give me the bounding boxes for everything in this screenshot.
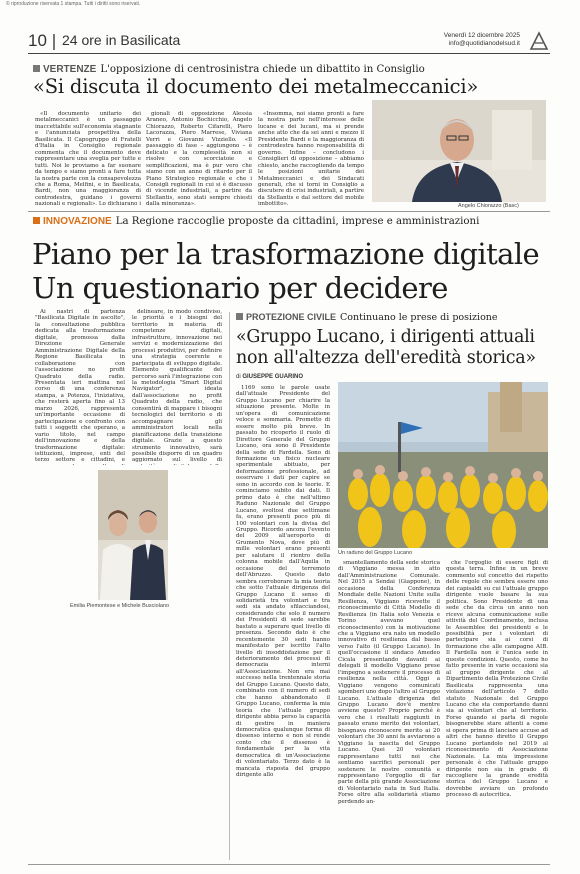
article3-headline <box>236 327 536 369</box>
contact-email: info@quotidianodelsud.it <box>448 40 520 47</box>
article3-byline <box>236 374 303 380</box>
byline-author: GIUSEPPE GUARINO <box>242 374 304 380</box>
article3-tag: PROTEZIONE CIVILE <box>246 312 337 322</box>
article2-col1-mid <box>35 468 95 618</box>
article1-tag: VERTENZE <box>43 64 97 75</box>
article2-headline <box>32 237 539 305</box>
article2-headline-line2: Un questionario per decidere <box>32 271 448 305</box>
article2-headline-line1: Piano per la trasformazione digitale <box>32 237 540 271</box>
section-square-icon <box>236 313 243 320</box>
article2-photo <box>98 470 168 600</box>
copyright-line: © riproduzione riservata 1 stampa. Tutti i diritti sono riservati. <box>6 1 141 7</box>
article1-kicker: L'opposizione di centrosinistra chiede un dibattito in Consiglio <box>100 64 425 75</box>
section-square-icon <box>33 65 40 72</box>
section-square-icon <box>33 217 40 224</box>
article3-col1: 1169 sono le parole usate dall'attuale Presidente del Gruppo Lucano per chiarire la situazione presente. Molte in un'opera di comunicazione veloce e sommaria. Prometto di essere molto più breve. In passato ho ricoperto il ruolo di Direttore Generale del Gruppo Lucano, ora sono il Presidente della sede di Fardella. Sono di formazione un fisico nucleare sperimentale abituato, per deformazione professionale, ad osservare i dati per capire se sono in accordo con le teorie. E cominciamo subito dai dati. Il primo dato è che nell'ultimo Raduno Nazionale del Gruppo Lucano, svoltosi due settimane fa, erano presenti poco più di 100 volontari con la divisa del Gruppo. Ricordo ancora l'evento del 2009 all'aeroporto di Grumento Nova, dove più di mille volontari erano presenti per salutare il rientro della colonna mobile dall'Aquila in occasione del terremoto dell'Abruzzo. Questo dato sembra corroborare la mia teoria che sotto l'attuale dirigenza del Gruppo Lucano il senso di solidarietà tra volontari e tra sedi sia andato sfilacciandosi, considerando che solo il numero dei Presidenti di sede sarebbe bastato a superare quel livello di presenza. Secondo dato è che recentemente 30 sedi hanno manifestato per iscritto l'alto livello di insoddisfazione per il deterioramento dei processi di democrazia interni all'Associazione. Non era mai successo nella trentennale storia del Gruppo Lucano. Questo dato, combinato con il numero di sedi che hanno abbandonato il Gruppo Lucano, conferma la mia teoria che l'attuale gruppo dirigente abbia perso la capacità di gestire in maniera democratica qualunque forma di dissenso interno e non si rende conto che il dissenso è fondamentale per la vita democratica di un'Associazione di volontariato. Terzo dato è la mancata risposta del gruppo dirigente allo <box>236 385 330 779</box>
byline-prefix: di <box>236 374 241 380</box>
article1-kicker-line <box>33 64 425 75</box>
article3-col2: smantellamento della sede storica di Viggiano messa in atto dall'Amministrazione Comunale. Nel 2015 a Sendai (Giappone), in occasione della Conferenza Mondiale delle Nazioni Unite sulla Resilienza, Viggiano ricevette il riconoscimento di Città Modello di Resilienza (in Italia solo Venezia e Torino avevano quel riconoscimento) con la motivazione che a Viggiano era nato un modello innovativo di resilienza dal basso verso l'alto (il Gruppo Lucano). In quell'occasione il sindaco Amedeo Cicala presentando davanti ai delegati il modello Viggiano prese l'impegno a sostenere il processo di resilienza nella città. Oggi a Viggiano vengono comunicati sgomberi uno dopo l'altro al Gruppo Lucano. L'attuale dirigenza del Gruppo Lucano dov'è mentre avviene questo? Proprio perché è vero che i risultati raggiunti in passato erano merito dei volontari, bisognava riconoscere merito ai 20 volontari che 30 anni fa avviarono a Viggiano la nascita del Gruppo Lucano. Quei 20 volontari rappresentano tutti noi che sentiamo sacrifici personali per sostenere le nostre comunità e rappresentano l'orgoglio di far parte della più grande Associazione di Volontariato nata in Sud Italia. Forse oltre alla solidarietà stiamo perdendo an- <box>338 560 440 805</box>
article2-tag: INNOVAZIONE <box>43 216 112 227</box>
article3-headline-line1: «Gruppo Lucano, i dirigenti attuali <box>236 327 535 347</box>
article3-col3: che l'orgoglio di essere figli di questa terra. Infine in un breve commento sul concetto dei rispetto delle regole che sembra essere uno dei capisaldi su cui l'attuale gruppo dirigente vuole basare la sua politica. Sono Presidente di una sede che da circa un anno non riceve alcuna comunicazione sulle attività del Coordinamento, inclusa le Assemblee dei presidenti e le possibilità per i volontari di partecipare sia ai corsi di formazione che alle campagne AIB. Il Fardella non è l'unica sede in queste condizioni. Questo, come ho fatto presente in varie occasioni sia al gruppo dirigente che al Dipartimento della Protezione Civile Basilicata rappresenta una violazione dell'articolo 7 dello statuto Nazionale del Gruppo Lucano che sta comportando danni sia ai volontari che al territorio. Forse quando si parla di regole bisognerebbe stare attenti a come si opera prima di lanciare accuse ad altri che hanno diretto il Gruppo Lucano portandolo nel 2019 al riconoscimento di Associazione Nazionale. La mia impressione personale è che l'attuale gruppo dirigente non sia in grado di raccogliere la grande eredità storica del Gruppo Lucano e dovrebbe avviare un profondo processo di autocritica. <box>446 560 548 799</box>
article2-kicker: La Regione raccoglie proposte da cittadini, imprese e amministrazioni <box>115 216 480 227</box>
article3-kicker: Continuano le prese di posizione <box>340 312 498 323</box>
article1-photo-caption: Angelo Chiorazzo (Basc) <box>458 203 519 209</box>
header-divider <box>53 34 55 50</box>
section-title: 24 ore in Basilicata <box>62 32 181 48</box>
article2-photo-caption: Emilia Piemontese e Michele Busciolano <box>70 603 170 609</box>
article1-headline: «Si discuta il documento dei metalmeccanici» <box>33 75 479 98</box>
article3-kicker-line <box>236 312 498 323</box>
article2-col2-top: delineare, in modo condiviso, le priorità e i bisogni del territorio in materia di competenze digitali, infrastrutture, innovazione nei servizi e modernizzazione dei processi produttivi, per definire una strategia coerente e partecipata di sviluppo digitale. Elemento qualificante del percorso sarà l'integrazione con la metodologia "Smart Digital Navigator", ideata dall'associazione no profit Quadrato della radio, che consentirà di mappare i bisogni tecnologici del territorio e di accompagnare gli amministratori locali nella pianificazione della transizione digitale. Grazie a questo strumento innovativo, sarà possibile disporre di un quadro aggiornato sul livello di <box>132 309 222 464</box>
article2-kicker-line <box>33 216 479 227</box>
page-header <box>28 31 550 54</box>
article3-photo <box>338 382 548 548</box>
article2-col2-bottom <box>132 620 222 860</box>
vertical-divider <box>229 312 230 860</box>
newspaper-logo-icon <box>528 31 550 51</box>
dateline <box>444 32 520 48</box>
article2-col1-bottom <box>35 620 125 860</box>
article1-col2: gionali di opposizione Alessia Araneo, Antonio Bochicchio, Angelo Chiorazzo, Roberto Cifarelli, Piero Lacorazza, Piero Marrese, Viviana Verri e Giovanni Vizziello. «Il passaggio di fase – aggiungono – è delicato e la complessità non si risolve con scorciatoie e semplificazioni, ma è pur vero che siamo con un anno di ritardo per il Piano Strategico regionale e che i Consigli regionali in cui si è discusso di vicende industriali, a partire da Stellantis, sono stati sempre chiesti dalla minoranza». <box>146 111 252 207</box>
article3-photo-caption: Un raduno del Gruppo Lucano <box>338 550 412 556</box>
article3-headline-line2: non all'altezza dell'eredità storica» <box>236 348 536 368</box>
article1-photo <box>372 100 546 202</box>
article1-col1: «Il documento unitario dei metalmeccanici è un passaggio inaccettabile sull'economia stagnante e l'annunciata prospettiva della Basilicata. Il Capogruppo di Fratelli d'Italia in Consiglio regionale commenta che il documento deve rappresentare una sveglia per tutte e tutti. Noi le proviamo a far suonare da tempo e siamo pronti a fare tutta la nostra parte con la consapevolezza che a Roma, Melfini, e in Basilicata, Bardi, non una maggioranza di centrodestra, guidano i governi nazionali e regionali». Lo dichiarano i <box>35 111 141 207</box>
article1-col3: «Insomma, noi siamo pronti a fare la nostra parte nell'interesse delle lucane e dei lucani, ma si prende anche atto che da sei anni e mezzo il Presidente Bardi e la maggioranza di centrodestra hanno responsabilità di governo. Infine – concludono i Consiglieri di opposizione – abbiamo chiesto, anche raccogliendo da tempo le posizioni unitarie dei Metalmeccanici e dei Sindacati generali, che si torni in Consiglio a discutere di crisi industriali, a partire da Stellantis e dal settore del mobile imbottito». <box>258 111 364 207</box>
issue-date: Venerdì 12 dicembre 2025 <box>443 32 520 39</box>
divider-line <box>28 211 550 212</box>
page-number: 10 <box>28 31 47 50</box>
article2-col1-top: Ai nastri di partenza "Basilicata Digitale in ascolto", la consultazione pubblica dedicata alla trasformazione digitale, promossa dalla Direzione Generale Amministrazione Digitale della Regione Basilicata in collaborazione con l'associazione no profit Quadrato della radio. Presentata ieri mattina nel corso di una conferenza stampa, a Potenza, l'iniziativa, che resterà aperta fino al 13 marzo 2026, rappresenta un'importante occasione di partecipazione e confronto con tutti i soggetti che operano, a vario titolo, nel campo dell'innovazione e della trasformazione digitale: istituzioni, imprese, enti del terzo settore e cittadini, e <box>35 309 125 464</box>
page-bottom-rule <box>28 864 550 865</box>
article2-col2-mid <box>170 468 222 612</box>
